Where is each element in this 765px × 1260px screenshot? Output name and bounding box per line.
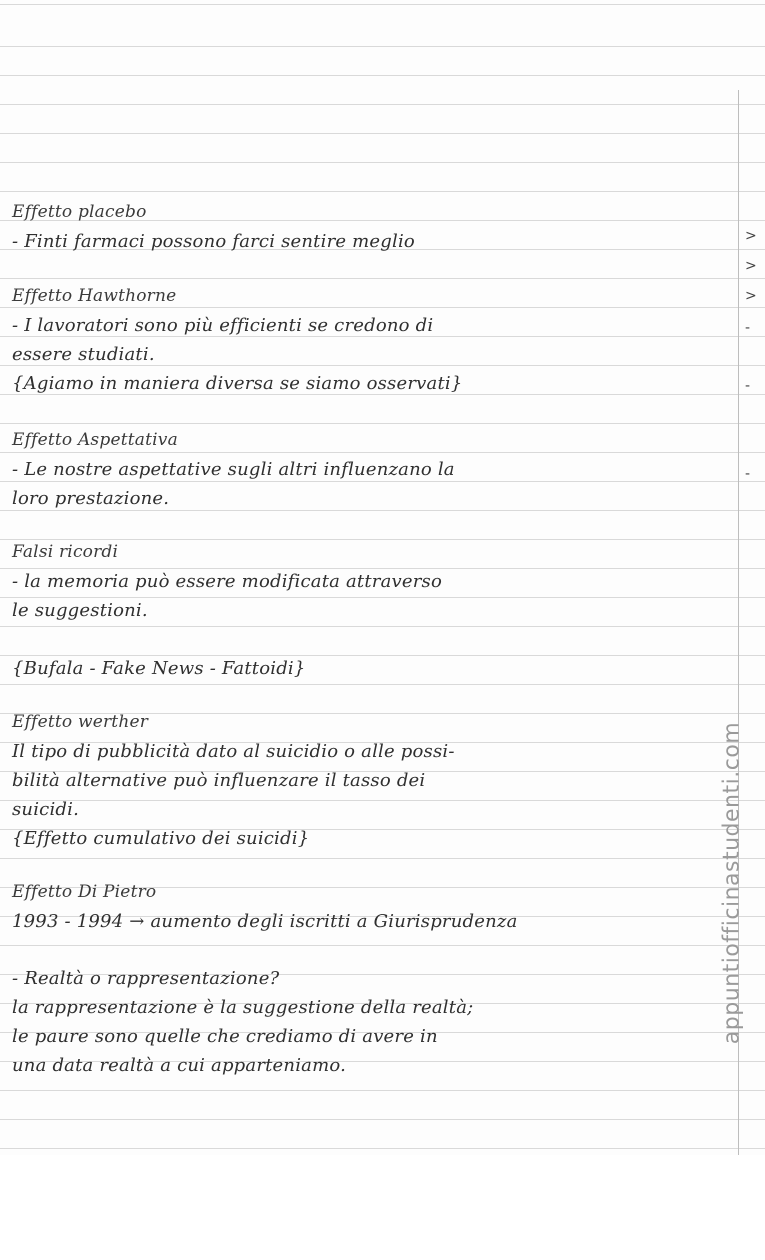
note-line: una data realtà a cui apparteniamo.: [12, 1055, 347, 1076]
watermark-text: appuntiofficinastudenti.com: [719, 721, 745, 1045]
note-block-werther: [12, 708, 712, 853]
note-block-falsi-ricordi: [12, 538, 712, 683]
note-heading: Effetto Aspettativa: [12, 430, 178, 450]
note-block-aspettativa: [12, 426, 712, 513]
note-line: essere studiati.: [12, 344, 155, 365]
note-line: - Finti farmaci possono farci sentire meglio: [12, 231, 415, 252]
margin-mark: -: [745, 466, 751, 482]
note-line: 1993 - 1994 → aumento degli iscritti a Giurisprudenza: [12, 911, 518, 932]
note-line: {Effetto cumulativo dei suicidi}: [12, 828, 310, 849]
note-heading: Effetto Di Pietro: [12, 882, 157, 902]
margin-mark: >: [745, 288, 757, 304]
note-block-realta: [12, 964, 712, 1080]
note-block-hawthorne: [12, 282, 712, 398]
note-line: {Bufala - Fake News - Fattoidi}: [12, 658, 306, 679]
margin-mark: -: [745, 320, 751, 336]
note-line: - Realtà o rappresentazione?: [12, 968, 280, 989]
note-line: bilità alternative può influenzare il tasso dei: [12, 770, 426, 791]
note-line: - Le nostre aspettative sugli altri influenzano la: [12, 459, 455, 480]
note-heading: Effetto placebo: [12, 202, 147, 222]
note-line: la rappresentazione è la suggestione della realtà;: [12, 997, 474, 1018]
note-line: loro prestazione.: [12, 488, 170, 509]
margin-mark: >: [745, 228, 757, 244]
note-line: [12, 625, 712, 654]
note-heading: Effetto werther: [12, 712, 149, 732]
note-line: {Agiamo in maniera diversa se siamo osservati}: [12, 373, 463, 394]
margin-mark: -: [745, 378, 751, 394]
note-heading: Effetto Hawthorne: [12, 286, 177, 306]
note-line: - I lavoratori sono più efficienti se credono di: [12, 315, 434, 336]
note-line: le suggestioni.: [12, 600, 148, 621]
note-block-placebo: [12, 198, 712, 256]
note-line: suicidi.: [12, 799, 80, 820]
note-line: Il tipo di pubblicità dato al suicidio o alle possi-: [12, 741, 455, 762]
note-line: le paure sono quelle che crediamo di avere in: [12, 1026, 438, 1047]
note-line: - la memoria può essere modificata attraverso: [12, 571, 443, 592]
margin-mark: >: [745, 258, 757, 274]
note-block-di-pietro: [12, 878, 712, 936]
page-bottom-blank: [0, 1155, 765, 1260]
note-heading: Falsi ricordi: [12, 542, 119, 562]
watermark: [712, 718, 752, 1048]
